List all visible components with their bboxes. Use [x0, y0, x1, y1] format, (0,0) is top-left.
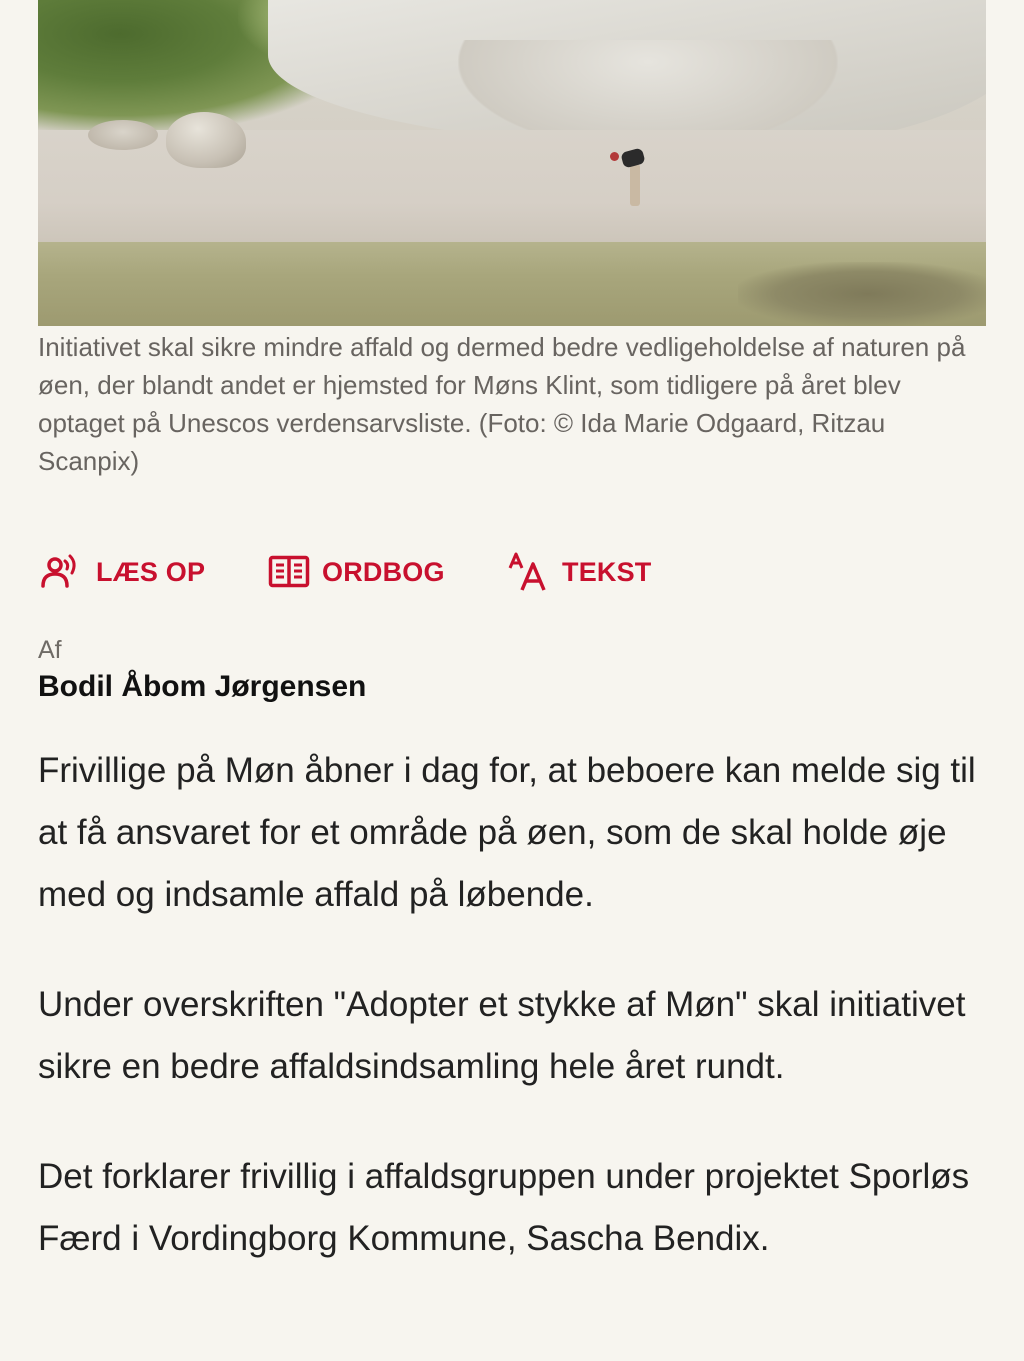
article-photo[interactable] — [38, 0, 986, 326]
dictionary-label: ORDBOG — [322, 556, 445, 587]
text-size-icon — [508, 552, 550, 592]
body-paragraph-2: Under overskriften "Adopter et stykke af Møn" skal initiativet sikre en bedre affaldsindsamling hele året rundt. — [38, 985, 966, 1086]
body-paragraph-3: Det forklarer frivillig i affaldsgruppen under projektet Sporløs Færd i Vordingborg Kommune, Sascha Bendix. — [38, 1157, 970, 1258]
text-size-label: TEKST — [562, 556, 652, 587]
photo-rock — [88, 120, 158, 150]
text-size-button[interactable] — [508, 552, 652, 592]
dictionary-button[interactable] — [268, 554, 508, 590]
photo-boulder — [166, 112, 246, 168]
photo-water-shadow — [738, 262, 986, 326]
read-aloud-label: LÆS OP — [96, 556, 206, 587]
author-name[interactable]: Bodil Åbom Jørgensen — [38, 670, 367, 703]
photo-person — [616, 150, 646, 210]
open-book-icon — [268, 554, 310, 590]
article-toolbar — [38, 548, 652, 596]
article-body — [38, 740, 988, 1318]
body-paragraph-1: Frivillige på Møn åbner i dag for, at beboere kan melde sig til at få ansvaret for et område på øen, som de skal holde øje med og indsamle affald på løbende. — [38, 751, 976, 914]
photo-caption: Initiativet skal sikre mindre affald og dermed bedre vedligeholdelse af naturen på øen, der blandt andet er hjemsted for Møns Klint, som tidligere på året blev optaget på Unescos verdensarvsliste. (Foto: © Ida Marie Odgaard, Ritzau Scanpix) — [38, 332, 966, 476]
read-aloud-button[interactable] — [38, 552, 268, 592]
byline-prefix: Af — [38, 636, 62, 664]
speaker-person-icon — [38, 552, 84, 592]
